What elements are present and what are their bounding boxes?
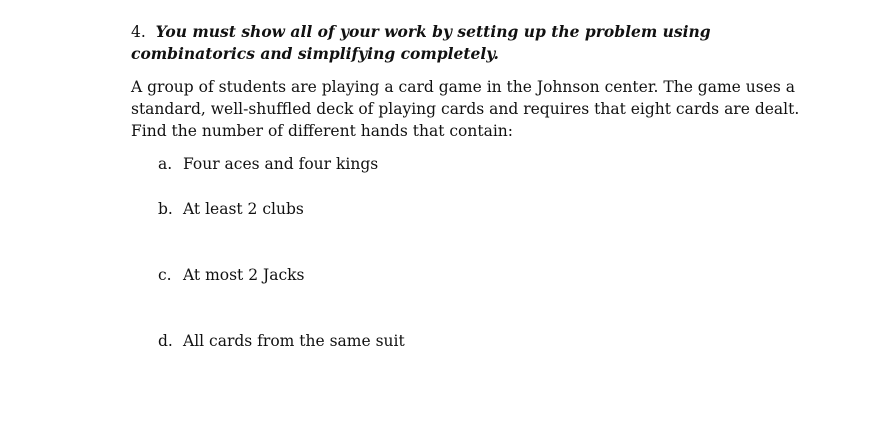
part-letter: c.	[158, 266, 172, 284]
question-instruction-line-1: You must show all of your work by setting up the problem using	[155, 22, 711, 41]
question-number: 4.	[131, 23, 146, 41]
part-text: At most 2 Jacks	[183, 266, 305, 284]
question-part-a	[158, 154, 378, 174]
question-instruction-line-2: combinatorics and simplifying completely.	[131, 44, 499, 63]
question-body-line-2: standard, well-shuffled deck of playing cards and requires that eight cards are dealt.	[131, 100, 800, 118]
part-text: All cards from the same suit	[183, 332, 405, 350]
question-part-b	[158, 199, 304, 219]
question-header	[131, 21, 831, 65]
question-part-d	[158, 331, 405, 351]
part-letter: a.	[158, 155, 173, 173]
part-text: Four aces and four kings	[183, 155, 379, 173]
question-body-line-3: Find the number of different hands that contain:	[131, 122, 513, 140]
question-body	[131, 76, 831, 142]
part-letter: b.	[158, 200, 173, 218]
question-body-line-1: A group of students are playing a card game in the Johnson center. The game uses a	[131, 78, 795, 96]
part-letter: d.	[158, 332, 173, 350]
part-text: At least 2 clubs	[183, 200, 304, 218]
question-part-c	[158, 265, 305, 285]
